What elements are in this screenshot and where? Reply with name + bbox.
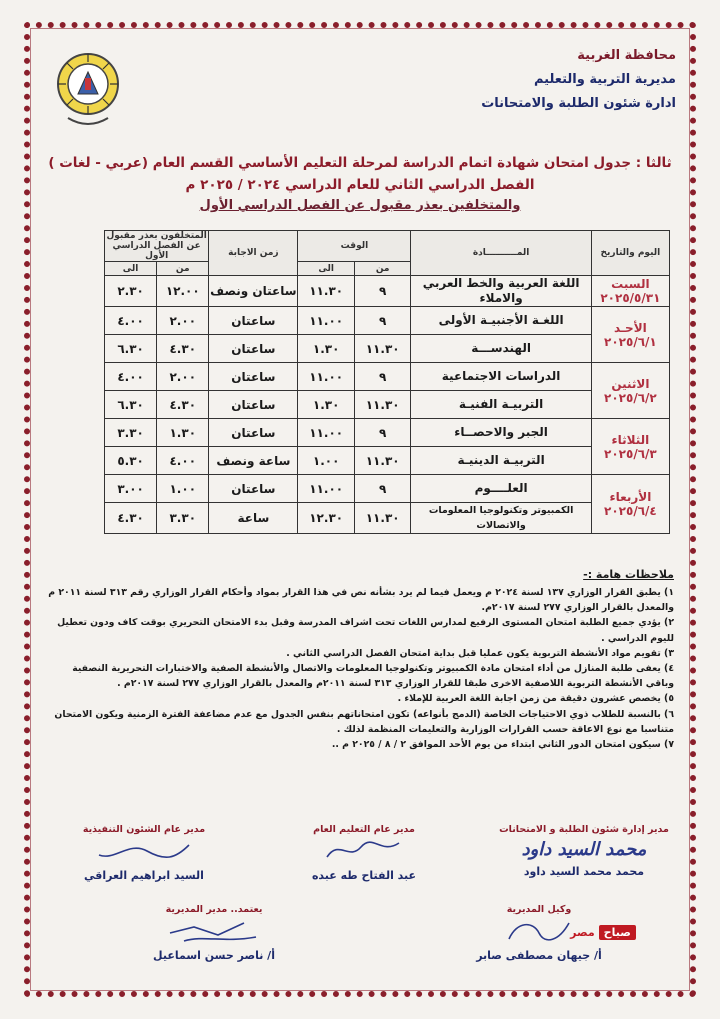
late-from-cell: ٣.٣٠ xyxy=(157,503,209,534)
signature-mark-icon xyxy=(164,915,264,945)
from-cell: ٩ xyxy=(354,276,411,307)
duration-cell: ساعة ونصف xyxy=(209,447,298,475)
subject-cell: الجبر والاحصــاء xyxy=(411,419,591,447)
note-item: ٤) يعفى طلبة المنازل من أداء امتحان مادة الكمبيوتر وتكنولوجيا المعلومات والاتصال والأنشطة الصفية والاختبارات التحريرية النصفية وباقي الأنشطة التربوية اللاصفية الاخرى طبقا للقرار الوزاري ٣١٣ لسنة ٢٠١١م والمعدل بالقرار الوزاري ٢٧٧ لسنة ٢٠١٧م . xyxy=(72,663,674,690)
note-item: ٦) بالنسبة للطلاب ذوي الاحتياجات الخاصة (الدمج بأنواعه) تكون امتحاناتهم بنفس الجدول مع عدم مضاعفة الفترة الزمنية ويكون الامتحان متناسبا مع نوع الاعاقة حسب القرارات الوزارية والتعليمات المنظمة لذلك . xyxy=(54,708,674,735)
from-cell: ١١.٣٠ xyxy=(354,447,411,475)
day-cell: الأحـد ٢٠٢٥/٦/١ xyxy=(591,307,669,363)
late-to-cell: ٦.٣٠ xyxy=(105,391,157,419)
to-cell: ١.٣٠ xyxy=(298,391,355,419)
to-cell: ١.٠٠ xyxy=(298,447,355,475)
from-cell: ١١.٣٠ xyxy=(354,335,411,363)
table-row xyxy=(105,391,670,419)
notes-heading: ملاحظات هامة :- xyxy=(583,568,674,581)
from-cell: ٩ xyxy=(354,363,411,391)
from-cell: ٩ xyxy=(354,475,411,503)
day-cell: الأربعاء ٢٠٢٥/٦/٤ xyxy=(591,475,669,534)
note-item: ٧) سيكون امتحان الدور الثاني ابتداء من يوم الأحد الموافق ٢ / ٨ / ٢٠٢٥ م .. xyxy=(331,739,674,751)
duration-cell: ساعتان xyxy=(209,363,298,391)
subject-cell: الكمبيوتر وتكنولوجيا المعلومات والاتصالات xyxy=(411,503,591,534)
header-subject: المــــــــــادة xyxy=(411,231,591,276)
late-from-cell: ٤.٠٠ xyxy=(157,447,209,475)
subject-cell: اللغـة الأجنبيـة الأولى xyxy=(411,307,591,335)
signature-mark-icon xyxy=(89,835,199,865)
from-cell: ٩ xyxy=(354,307,411,335)
signature-block-2: مدير عام التعليم العام عبد الفتاح طه عبده xyxy=(311,824,417,882)
late-from-cell: ٢.٠٠ xyxy=(157,363,209,391)
table-row xyxy=(105,503,670,534)
late-to-cell: ٣.٠٠ xyxy=(105,475,157,503)
note-item: ٢) يؤدي جميع الطلبة امتحان المستوى الرفيع لمدارس اللغات تحت اشراف المدرسة وقبل بدء الامتحان التحريري بوقت كاف ودون تعطيل لليوم الدراسي . xyxy=(57,617,674,644)
signature-block-1: مدير إدارة شئون الطلبة و الامتحانات محمد السيد داود محمد محمد السيد داود xyxy=(484,824,684,878)
to-cell: ١١.٠٠ xyxy=(298,475,355,503)
note-item: ١) يطبق القرار الوزاري ١٣٧ لسنة ٢٠٢٤ م ويعمل فيما لم يرد بشأنه نص في هذا القرار بمواد وأحكام القرار الوزاري رقم ٣١٣ لسنة ٢٠١١ م والمعدل بالقرار الوزاري ٢٧٧ لسنة ٢٠١٧م. xyxy=(48,587,674,614)
late-from-cell: ١.٣٠ xyxy=(157,419,209,447)
to-cell: ١١.٣٠ xyxy=(298,276,355,307)
document-subtitle-2: والمتخلفين بعذر مقبول عن الفصل الدراسي الأول xyxy=(199,198,521,213)
late-from-cell: ٤.٣٠ xyxy=(157,391,209,419)
document-page xyxy=(36,34,684,984)
late-to-cell: ٢.٣٠ xyxy=(105,276,157,307)
note-item: ٥) يخصص عشرون دقيقة من زمن اجابة اللغة العربية للإملاء . xyxy=(397,693,674,705)
from-cell: ١١.٣٠ xyxy=(354,503,411,534)
table-row xyxy=(105,475,670,503)
late-from-cell: ٢.٠٠ xyxy=(157,307,209,335)
late-from-cell: ١.٠٠ xyxy=(157,475,209,503)
table-row xyxy=(105,335,670,363)
note-item: ٣) تقويم مواد الأنشطة التربوية يكون عمليا قبل بداية امتحان الفصل الدراسي الثاني . xyxy=(286,647,674,659)
header-duration: زمن الاجابة xyxy=(209,231,298,276)
ministry-logo-icon xyxy=(54,48,122,132)
header-time: الوقت xyxy=(298,231,411,262)
table-row xyxy=(105,307,670,335)
duration-cell: ساعة xyxy=(209,503,298,534)
signature-mark-icon xyxy=(319,835,409,865)
brand-word-2: مصر xyxy=(570,925,595,939)
late-to-cell: ٤.٠٠ xyxy=(105,307,157,335)
day-cell: السبت ٢٠٢٥/٥/٣١ xyxy=(591,276,669,307)
duration-cell: ساعتان xyxy=(209,475,298,503)
late-to-cell: ٦.٣٠ xyxy=(105,335,157,363)
late-to-cell: ٤.٣٠ xyxy=(105,503,157,534)
to-cell: ١١.٠٠ xyxy=(298,419,355,447)
day-cell: الثلاثاء ٢٠٢٥/٦/٣ xyxy=(591,419,669,475)
header-late: المتخلفون بعذر مقبول عن الفصل الدراسي الأول xyxy=(106,231,207,261)
header-to: الى xyxy=(298,262,355,276)
subject-cell: الهندســـة xyxy=(411,335,591,363)
from-cell: ٩ xyxy=(354,419,411,447)
table-header-row xyxy=(105,231,670,262)
document-titles xyxy=(36,152,684,216)
signature-block-5: يعتمد.. مدير المديرية أ/ ناصر حسن اسماعيل xyxy=(153,904,275,962)
header-late-from: من xyxy=(157,262,209,276)
duration-cell: ساعتان xyxy=(209,335,298,363)
governorate-label: محافظة الغربية xyxy=(577,48,676,63)
subject-cell: الدراسات الاجتماعية xyxy=(411,363,591,391)
signature-block-4: وكيل المديرية أ/ جيهان مصطفى صابر xyxy=(476,904,602,962)
late-from-cell: ١٢.٠٠ xyxy=(157,276,209,307)
header-late-to: الى xyxy=(105,262,157,276)
to-cell: ١١.٠٠ xyxy=(298,307,355,335)
signature-block-3: مدير عام الشئون التنفيذية السيد ابراهيم العراقي xyxy=(82,824,206,882)
subject-cell: التربيـة الدينيـة xyxy=(411,447,591,475)
notes-section xyxy=(46,568,674,752)
duration-cell: ساعتان ونصف xyxy=(209,276,298,307)
duration-cell: ساعتان xyxy=(209,307,298,335)
duration-cell: ساعتان xyxy=(209,391,298,419)
table-row xyxy=(105,447,670,475)
watermark-logo xyxy=(530,920,676,944)
from-cell: ١١.٣٠ xyxy=(354,391,411,419)
brand-word-1: صباح xyxy=(599,925,636,940)
directorate-label: مديرية التربية والتعليم xyxy=(533,72,676,87)
document-title: ثالثا : جدول امتحان شهادة اتمام الدراسة لمرحلة التعليم الأساسي القسم العام (عربي - لغات ) xyxy=(48,155,672,171)
late-to-cell: ٣.٣٠ xyxy=(105,419,157,447)
header-day: اليوم والتاريخ xyxy=(591,231,669,276)
table-row xyxy=(105,419,670,447)
department-label: ادارة شئون الطلبة والامتحانات xyxy=(481,96,676,111)
late-from-cell: ٤.٣٠ xyxy=(157,335,209,363)
duration-cell: ساعتان xyxy=(209,419,298,447)
late-to-cell: ٤.٠٠ xyxy=(105,363,157,391)
subject-cell: اللغة العربية والخط العربي والاملاء xyxy=(411,276,591,307)
to-cell: ١.٣٠ xyxy=(298,335,355,363)
signature-scrawl: محمد السيد داود xyxy=(521,839,647,860)
header-from: من xyxy=(354,262,411,276)
document-subtitle: الفصل الدراسي الثاني للعام الدراسي ٢٠٢٤ / ٢٠٢٥ م xyxy=(185,177,535,193)
table-row xyxy=(105,363,670,391)
subject-cell: العلــــوم xyxy=(411,475,591,503)
to-cell: ١٢.٣٠ xyxy=(298,503,355,534)
letterhead xyxy=(481,44,676,116)
subject-cell: التربيـة الفنيـة xyxy=(411,391,591,419)
exam-schedule-table xyxy=(104,230,670,534)
late-to-cell: ٥.٣٠ xyxy=(105,447,157,475)
table-row xyxy=(105,276,670,307)
day-cell: الاثنين ٢٠٢٥/٦/٢ xyxy=(591,363,669,419)
to-cell: ١١.٠٠ xyxy=(298,363,355,391)
